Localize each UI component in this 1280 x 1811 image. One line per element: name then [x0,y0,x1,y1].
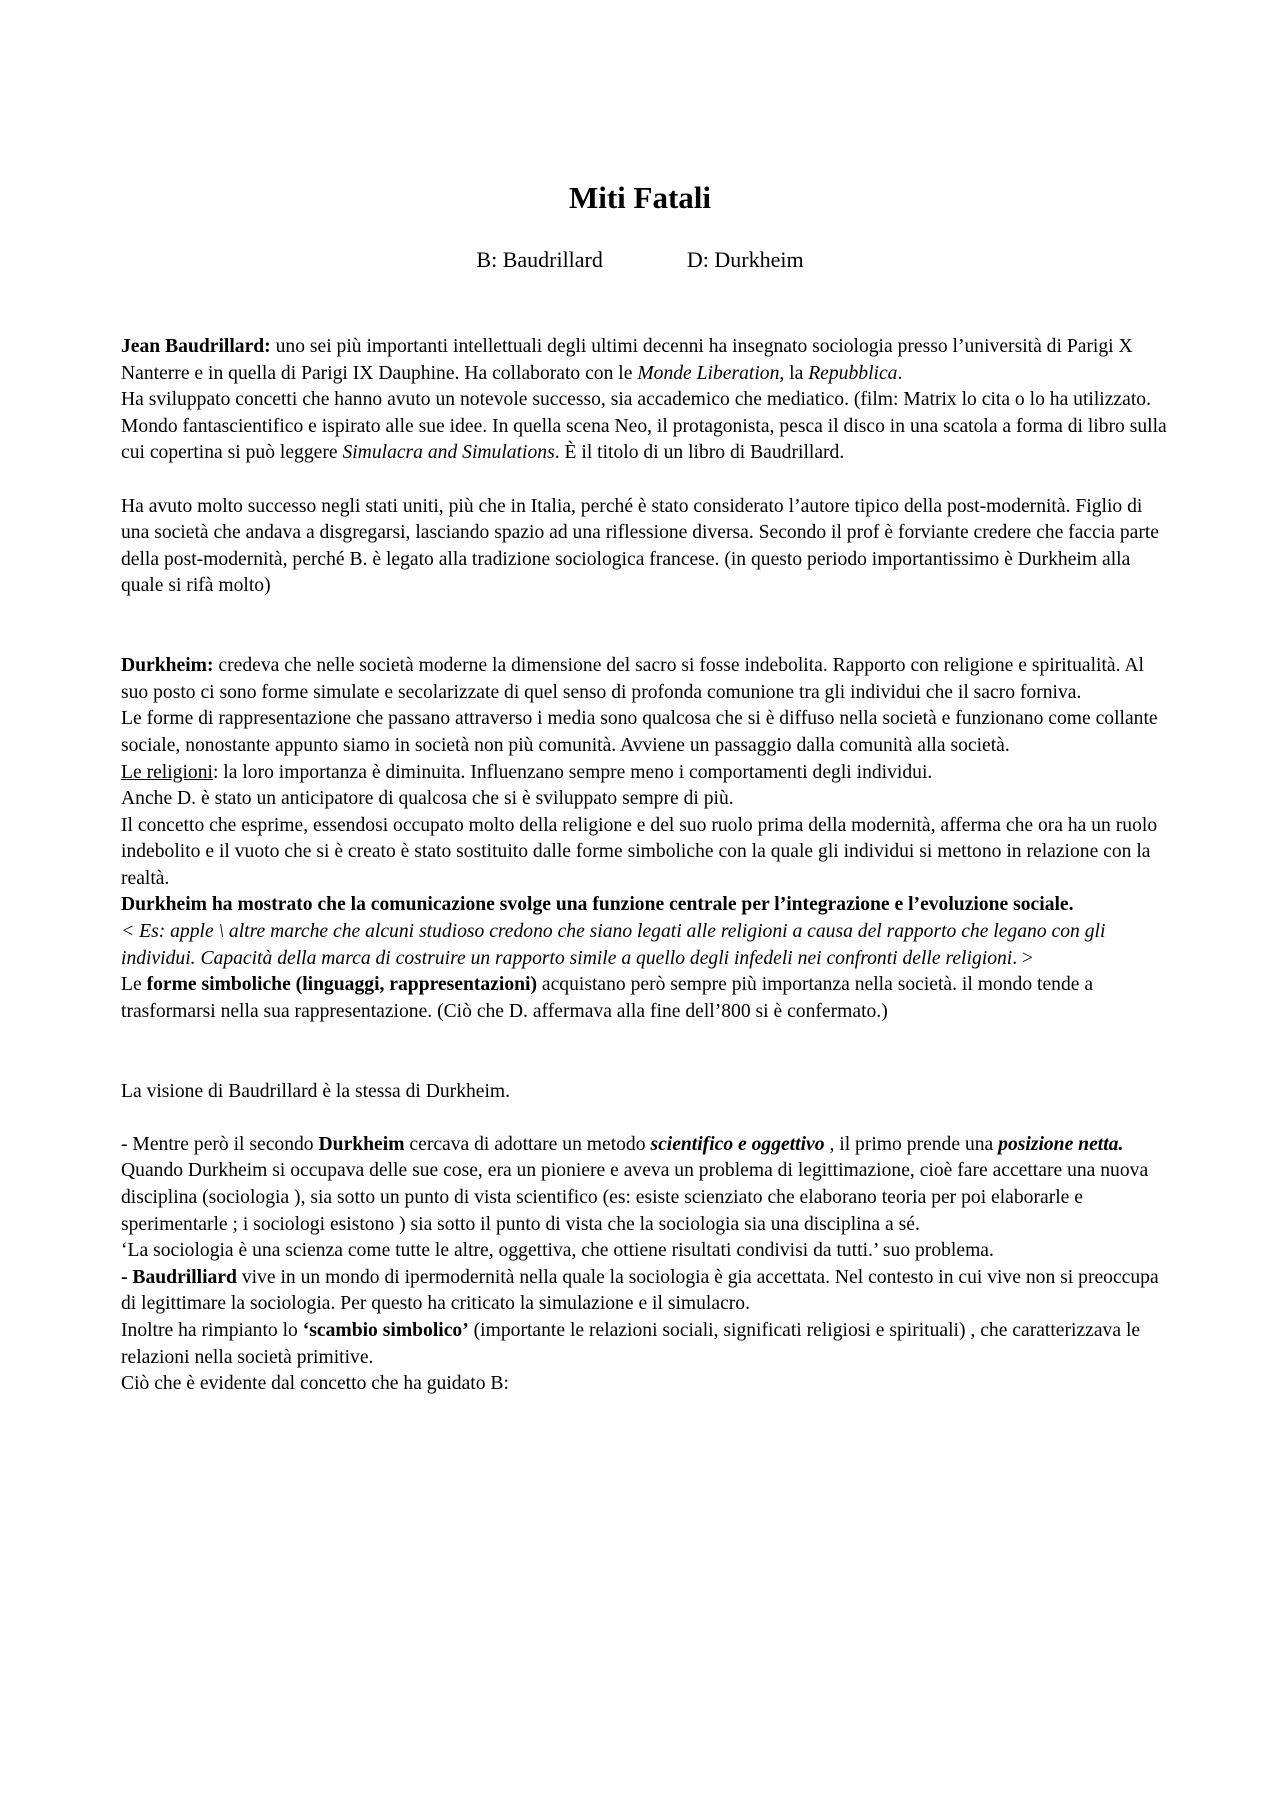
paragraph-symbolic-exchange: Inoltre ha rimpianto lo ‘scambio simbolico’ (importante le relazioni sociali, significati religiosi e spirituali) , che caratterizzava le relazioni nella società primitive. [121,1319,1141,1368]
paragraph-conclusion: Ciò che è evidente dal concetto che ha guidato B: [121,1373,509,1395]
paragraph-example: < Es: apple \ altre marche che alcuni studioso credono che siano legati alle religioni a causa del rapporto che legano con gli individui. Capacità della marca di costruire un rapporto simile a quello degli infedeli nei confronti delle religioni. > [121,921,1106,969]
subtitle-durkheim: D: Durkheim [686,247,804,272]
paragraph-method: - Mentre però il secondo Durkheim cercava di adottare un metodo scientifico e oggettivo , il primo prende una posizione netta. [121,1133,1124,1155]
paragraph-concept: Il concetto che esprime, essendosi occupato molto della religione e del suo ruolo prima della modernità, afferma che ora ha un ruolo indebolito e il vuoto che si è creato è stato sostituito dalle forme simboliche con la quale gli individui si mettono in relazione con la realtà. [121,814,1158,889]
paragraph-concepts-matrix: Ha sviluppato concetti che hanno avuto un notevole successo, sia accademico che mediatico. (film: Matrix lo cita o lo ha utilizzato. Mondo fantascientifico e ispirato alle sue idee. In quella scena Neo, il protagonista, pesca il disco in una scatola a forma di libro sulla cui copertina si può leggere Simulacra and Simulations. È il titolo di un libro di Baudrillard. [121,389,1167,464]
paragraph-hypermodernity: - Baudrilliard vive in un mondo di ipermodernità nella quale la sociologia è gia accettata. Nel contesto in cui vive non si preoccupa di legittimare la sociologia. Per questo ha criticato la simulazione e il simulacro. [121,1266,1159,1315]
paragraph-success-usa: Ha avuto molto successo negli stati uniti, più che in Italia, perché è stato considerato l’autore tipico della post-modernità. Figlio di una società che andava a disgregarsi, lasciando spazio ad una riflessione diversa. Secondo il prof è forviante credere che faccia parte della post-modernità, perché B. è legato alla tradizione sociologica francese. (in questo periodo importantissimo è Durkheim alla quale si rifà molto) [121,495,1159,597]
document-body [121,334,1167,1398]
paragraph-baudrillard-intro: Jean Baudrillard: uno sei più importanti intellettuali degli ultimi decenni ha insegnato sociologia presso l’università di Parigi X Nanterre e in quella di Parigi IX Dauphine. Ha collaborato con le Monde Liberation, la Repubblica. [121,336,1133,384]
underlined-term: Le religioni [121,761,213,783]
paragraph-religions: Le religioni: la loro importanza è diminuita. Influenzano sempre meno i comportamenti degli individui. [121,761,933,783]
paragraph-media-representation: Le forme di rappresentazione che passano attraverso i media sono qualcosa che si è diffuso nella società e funzionano come collante sociale, nonostante appunto siamo in società non più comunità. Avviene un passaggio dalla comunità alla società. [121,708,1158,756]
paragraph-communication: Durkheim ha mostrato che la comunicazione svolge una funzione centrale per l’integrazione e l’evoluzione sociale. [121,894,1074,916]
document-title: Miti Fatali [568,180,712,215]
paragraph-anticipator: Anche D. è stato un anticipatore di qualcosa che si è sviluppato sempre di più. [121,788,734,810]
paragraph-legitimation: Quando Durkheim si occupava delle sue cose, era un pioniere e aveva un problema di legittimazione, cioè fare accettare una nuova disciplina (sociologia ), sia sotto un punto di vista scientifico (es: esiste scienziato che elaborano teoria per poi elaborarle e sperimentarle ; i sociologi esistono ) sia sotto il punto di vista che la sociologia sia una disciplina a sé. [121,1160,1149,1235]
document-subtitle [0,246,1280,274]
paragraph-vision: La visione di Baudrillard è la stessa di Durkheim. [121,1080,511,1102]
subtitle-baudrillard: B: Baudrillard [476,247,603,272]
paragraph-sociology-quote: ‘La sociologia è una scienza come tutte le altre, oggettiva, che ottiene risultati condivisi da tutti.’ suo problema. [121,1240,994,1262]
paragraph-durkheim-intro: Durkheim: credeva che nelle società moderne la dimensione del sacro si fosse indebolita. Rapporto con religione e spiritualità. Al suo posto ci sono forme simulate e secolarizzate di quel senso di profonda comunione tra gli individui che il sacro forniva. [121,655,1144,703]
lead-term: Jean Baudrillard: [121,336,271,357]
paragraph-symbolic-forms: Le forme simboliche (linguaggi, rappresentazioni) acquistano però sempre più importanza nella società. il mondo tende a trasformarsi nella sua rappresentazione. (Ciò che D. affermava alla fine dell’800 si è confermato.) [121,974,1094,1022]
lead-term: Durkheim: [121,655,214,677]
